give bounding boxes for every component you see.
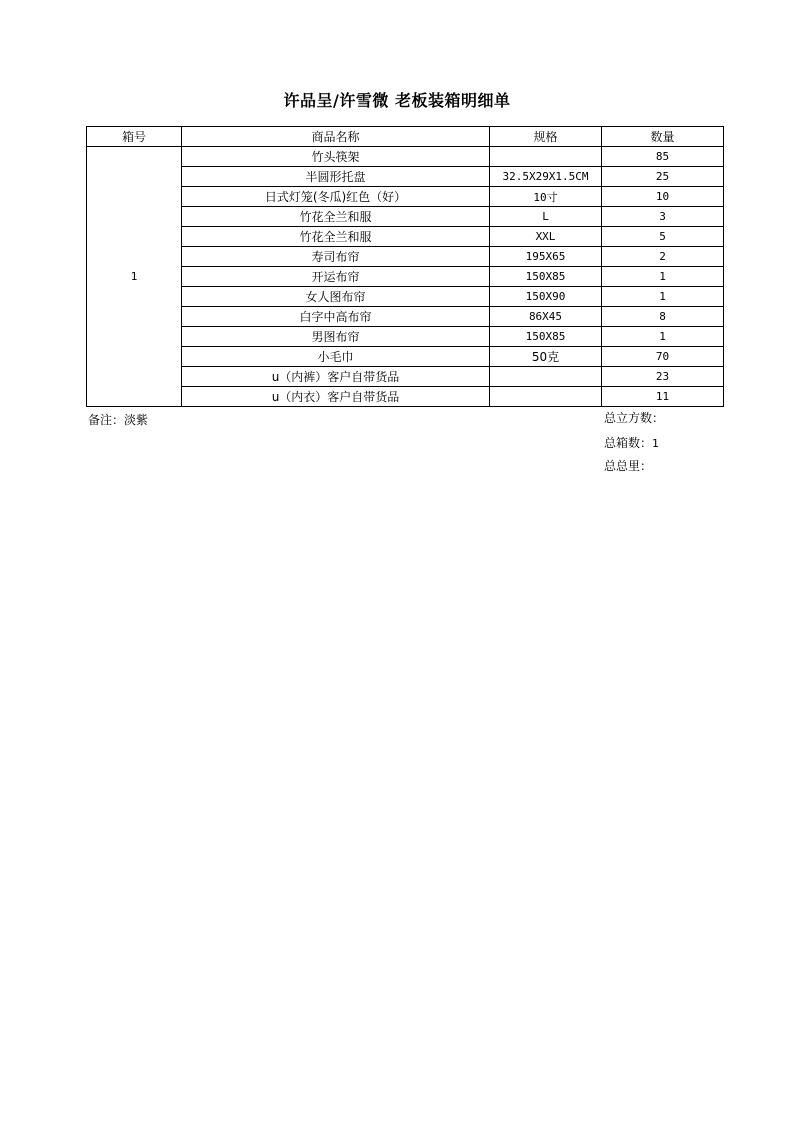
spec-cell: 150X85 <box>490 267 602 287</box>
header-spec: 规格 <box>490 127 602 147</box>
quantity-cell: 3 <box>602 207 724 227</box>
table-header-row <box>87 127 724 147</box>
spec-cell: 32.5X29X1.5CM <box>490 167 602 187</box>
spec-cell: 10寸 <box>490 187 602 207</box>
spec-cell <box>490 387 602 407</box>
table-row <box>87 307 724 327</box>
quantity-cell: 8 <box>602 307 724 327</box>
product-name-cell: 开运布帘 <box>182 267 490 287</box>
table-row <box>87 327 724 347</box>
remark-note: 备注：淡紫 <box>88 413 149 427</box>
quantity-cell: 85 <box>602 147 724 167</box>
total-weight-label: 总总里： <box>604 459 653 473</box>
header-product-name: 商品名称 <box>182 127 490 147</box>
quantity-cell: 1 <box>602 267 724 287</box>
spec-cell: 150X85 <box>490 327 602 347</box>
product-name-cell: 竹花全兰和服 <box>182 227 490 247</box>
product-name-cell: u（内裤）客户自带货品 <box>182 367 490 387</box>
product-name-cell: u（内衣）客户自带货品 <box>182 387 490 407</box>
quantity-cell: 2 <box>602 247 724 267</box>
document-title: 许品呈/许雪微 老板装箱明细单 <box>283 91 511 110</box>
total-weight <box>604 457 652 474</box>
product-name-cell: 寿司布帘 <box>182 247 490 267</box>
quantity-cell: 1 <box>602 327 724 347</box>
total-volume <box>604 409 664 426</box>
table-row <box>87 287 724 307</box>
quantity-cell: 1 <box>602 287 724 307</box>
table-row <box>87 247 724 267</box>
product-name-cell: 半圆形托盘 <box>182 167 490 187</box>
spec-cell: XXL <box>490 227 602 247</box>
table-row <box>87 207 724 227</box>
quantity-cell: 11 <box>602 387 724 407</box>
product-name-cell: 女人图布帘 <box>182 287 490 307</box>
quantity-cell: 10 <box>602 187 724 207</box>
table-row <box>87 387 724 407</box>
quantity-cell: 25 <box>602 167 724 187</box>
table-row <box>87 367 724 387</box>
table-row <box>87 267 724 287</box>
product-name-cell: 男图布帘 <box>182 327 490 347</box>
product-name-cell: 竹头筷架 <box>182 147 490 167</box>
spec-cell: 150X90 <box>490 287 602 307</box>
table-row <box>87 347 724 367</box>
table-row <box>87 227 724 247</box>
table-row <box>87 187 724 207</box>
total-boxes-label: 总箱数： <box>604 436 653 450</box>
total-volume-label: 总立方数： <box>604 411 665 425</box>
product-name-cell: 日式灯笼(冬瓜)红色（好） <box>182 187 490 207</box>
total-boxes <box>604 434 659 451</box>
table-row <box>87 147 724 167</box>
quantity-cell: 23 <box>602 367 724 387</box>
spec-cell: 195X65 <box>490 247 602 267</box>
table-row <box>87 167 724 187</box>
quantity-cell: 5 <box>602 227 724 247</box>
header-quantity: 数量 <box>602 127 724 147</box>
spec-cell <box>490 367 602 387</box>
box-number-cell: 1 <box>87 147 182 407</box>
spec-cell: 86X45 <box>490 307 602 327</box>
product-name-cell: 小毛巾 <box>182 347 490 367</box>
spec-cell <box>490 147 602 167</box>
spec-cell: L <box>490 207 602 227</box>
header-box-no: 箱号 <box>87 127 182 147</box>
spec-cell: 50克 <box>490 347 602 367</box>
product-name-cell: 白字中高布帘 <box>182 307 490 327</box>
product-name-cell: 竹花全兰和服 <box>182 207 490 227</box>
quantity-cell: 70 <box>602 347 724 367</box>
total-boxes-value: 1 <box>652 437 659 450</box>
packing-list-table <box>86 126 724 407</box>
